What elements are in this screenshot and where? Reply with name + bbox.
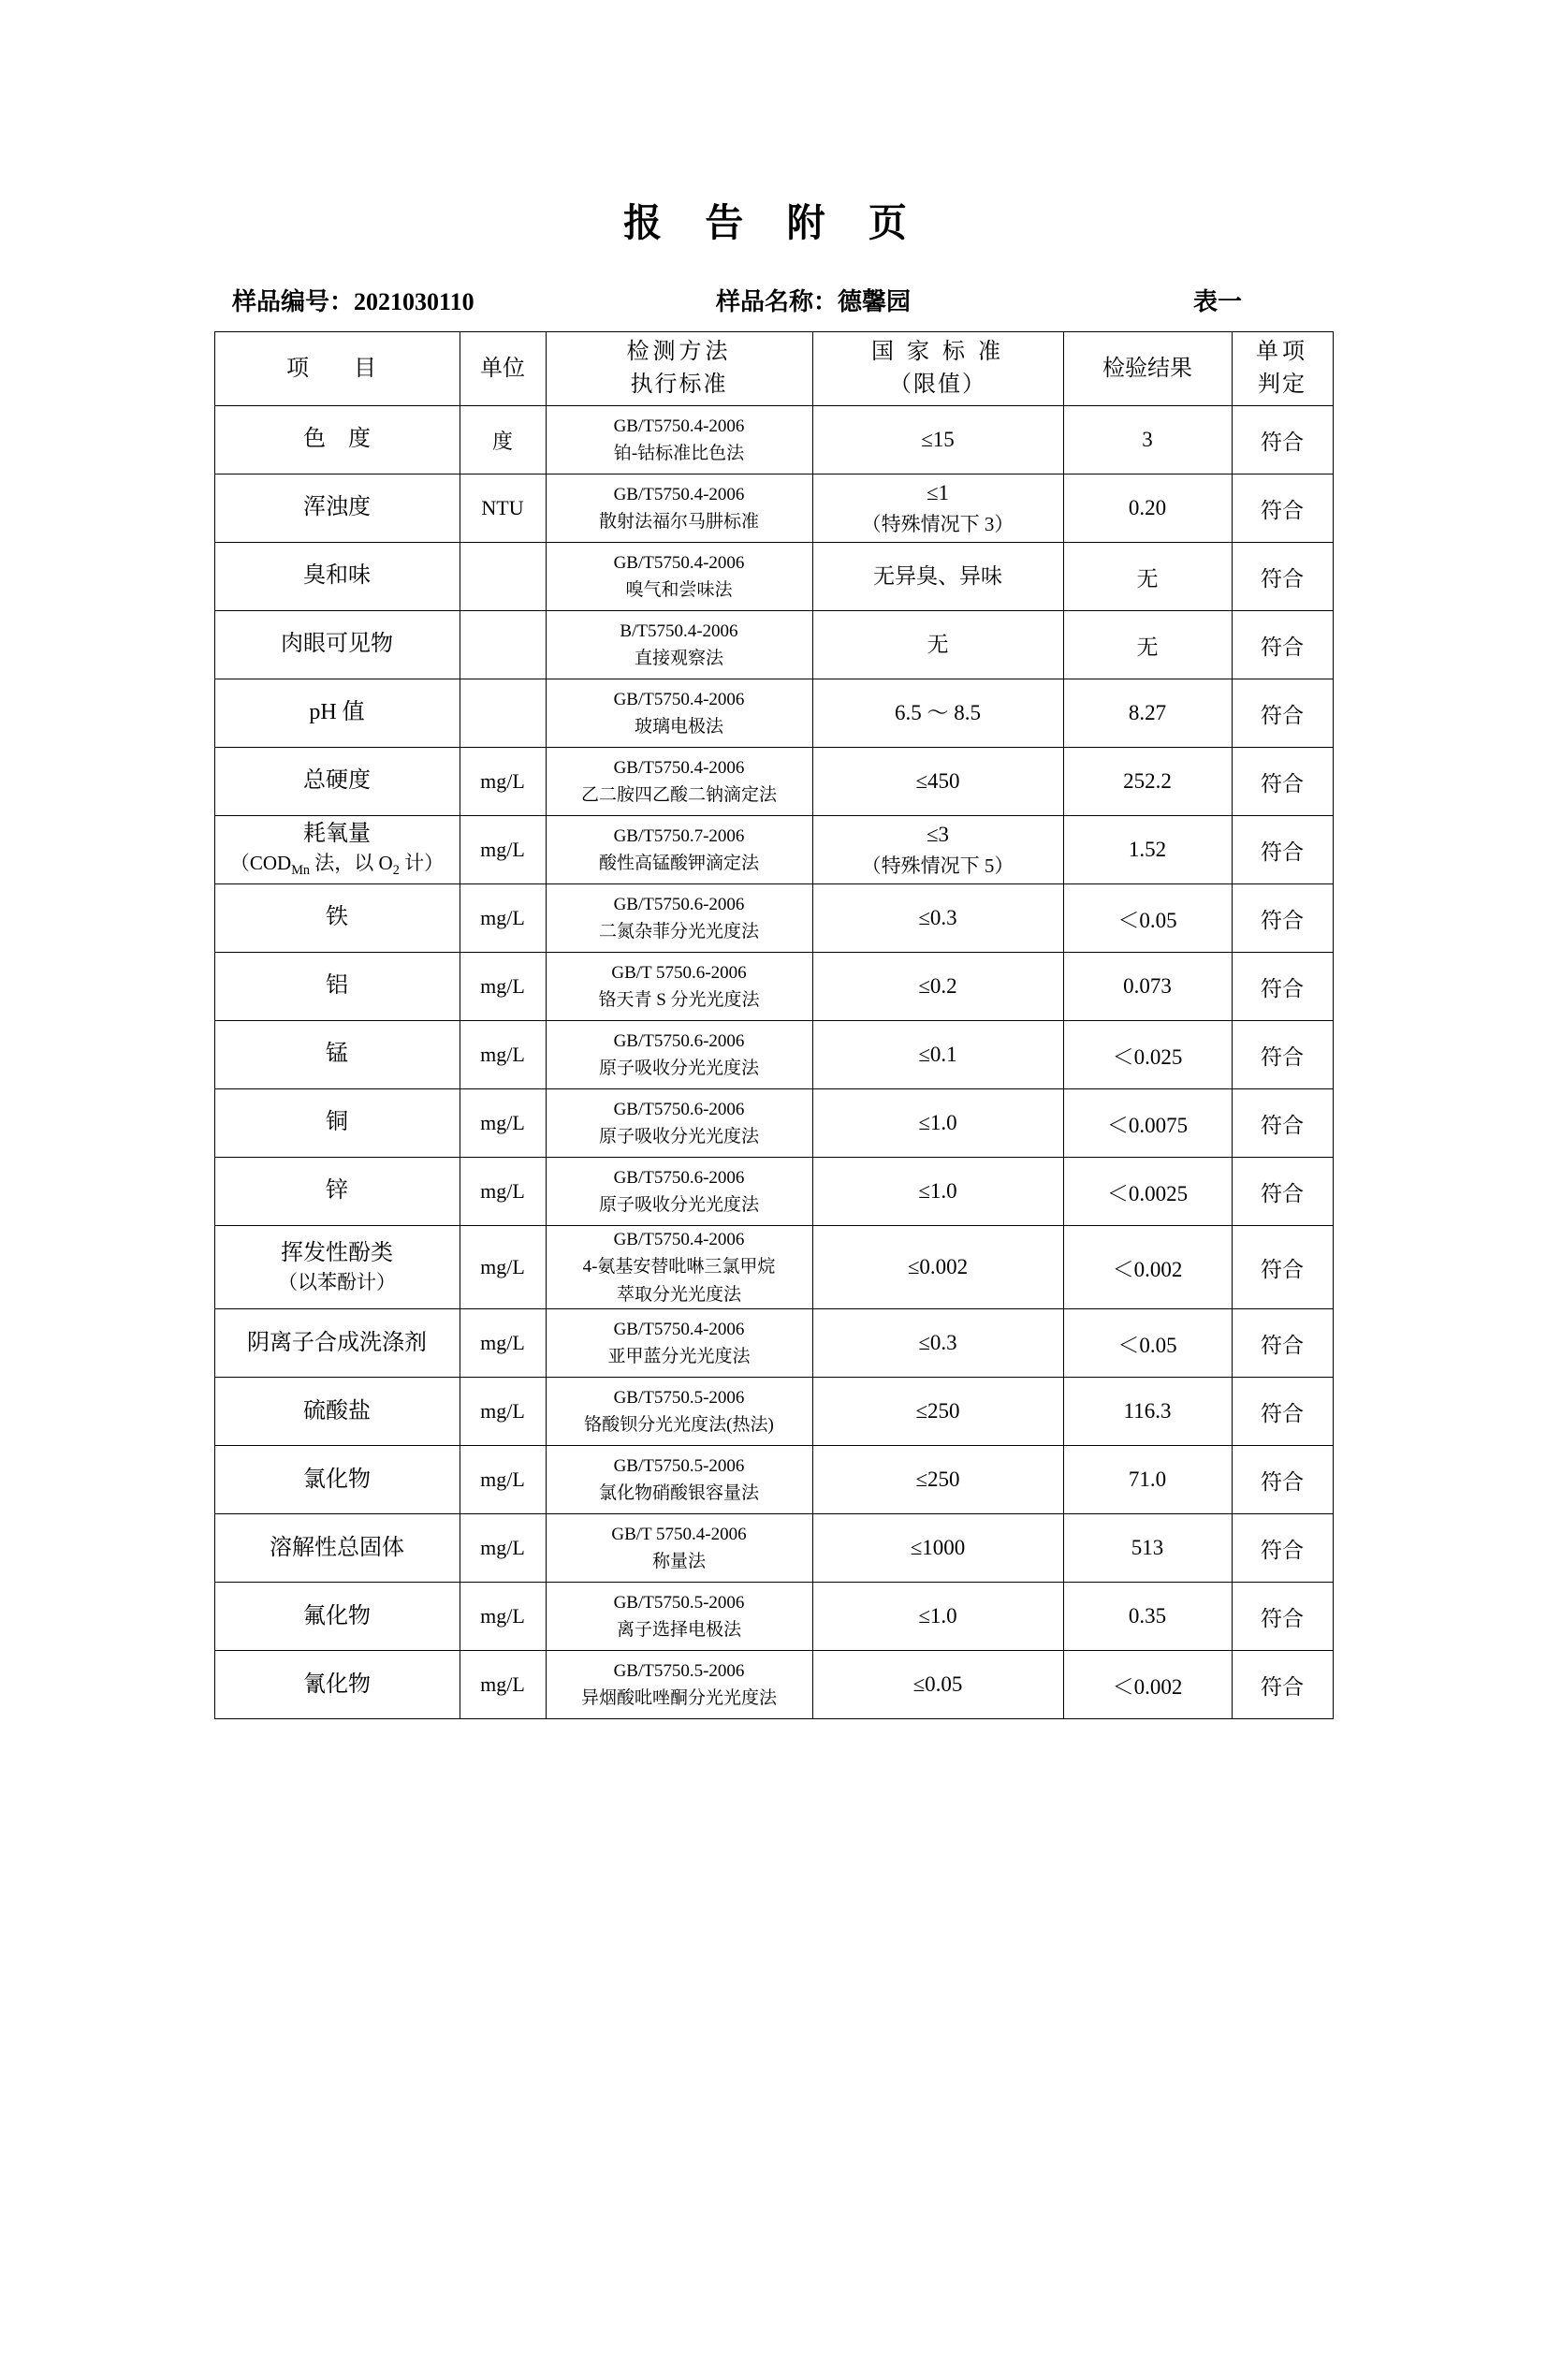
cell-unit: NTU [460,475,546,543]
table-row [214,1446,1333,1514]
table-row [214,1089,1333,1158]
table-row [214,1021,1333,1089]
header-judgement [1232,332,1333,406]
cell-method: GB/T5750.4-2006 玻璃电极法 [546,679,812,748]
cell-standard-limit: 无 [812,611,1063,679]
cell-method: GB/T5750.4-2006 乙二胺四乙酸二钠滴定法 [546,748,812,816]
cell-standard-limit: ≤0.1 [812,1021,1063,1089]
header-method [546,332,812,406]
table-row [214,953,1333,1021]
cell-result: 71.0 [1063,1446,1232,1514]
cell-item: 氰化物 [214,1651,460,1719]
cell-result: 0.073 [1063,953,1232,1021]
cell-item: 浑浊度 [214,475,460,543]
cell-judgement: 符合 [1232,953,1333,1021]
cell-judgement: 符合 [1232,748,1333,816]
table-label: 表一 [1193,288,1243,315]
cell-judgement: 符合 [1232,543,1333,611]
cell-judgement: 符合 [1232,611,1333,679]
cell-standard-limit: ≤250 [812,1446,1063,1514]
table-row [214,884,1333,953]
cell-unit: mg/L [460,1226,546,1309]
table-row [214,1158,1333,1226]
table-row [214,1651,1333,1719]
cell-method: GB/T5750.4-2006 铂-钴标准比色法 [546,406,812,475]
cell-result: 513 [1063,1514,1232,1583]
header-standard [812,332,1063,406]
cell-item: 氯化物 [214,1446,460,1514]
cell-unit: mg/L [460,1514,546,1583]
cell-result: ＜0.0075 [1063,1089,1232,1158]
cell-judgement: 符合 [1232,1514,1333,1583]
cell-method: GB/T5750.6-2006 原子吸收分光光度法 [546,1021,812,1089]
cell-result: 252.2 [1063,748,1232,816]
cell-standard-limit: ≤0.002 [812,1226,1063,1309]
cell-unit: mg/L [460,953,546,1021]
cell-method: GB/T5750.7-2006 酸性高锰酸钾滴定法 [546,816,812,884]
cell-result: ＜0.002 [1063,1651,1232,1719]
cell-judgement: 符合 [1232,406,1333,475]
table-row [214,543,1333,611]
header-standard-line2: （限值） [889,372,986,397]
cell-result: ＜0.05 [1063,1309,1232,1378]
cell-method: GB/T5750.4-2006 散射法福尔马肼标准 [546,475,812,543]
table-header-row [214,332,1333,406]
table-row [214,1514,1333,1583]
cell-result: ＜0.025 [1063,1021,1232,1089]
table-row [214,1226,1333,1309]
cell-item: 溶解性总固体 [214,1514,460,1583]
table-row [214,748,1333,816]
header-standard-line1: 国 家 标 准 [871,340,1004,365]
sample-name-label: 样品名称： [716,288,839,315]
cell-judgement: 符合 [1232,475,1333,543]
header-judgement-line1: 单项 [1256,340,1308,365]
cell-item: 挥发性酚类 （以苯酚计） [214,1226,460,1309]
cell-judgement: 符合 [1232,1089,1333,1158]
table-row [214,611,1333,679]
report-meta [0,283,1547,318]
cell-unit: mg/L [460,1309,546,1378]
cell-unit [460,543,546,611]
cell-item: 氟化物 [214,1583,460,1651]
cell-item: 铝 [214,953,460,1021]
cell-judgement: 符合 [1232,1583,1333,1651]
cell-standard-limit: ≤1 （特殊情况下 3） [812,475,1063,543]
cell-judgement: 符合 [1232,1378,1333,1446]
cell-method: GB/T5750.5-2006 异烟酸吡唑酮分光光度法 [546,1651,812,1719]
sample-name [716,283,911,317]
cell-result: 0.20 [1063,475,1232,543]
cell-judgement: 符合 [1232,816,1333,884]
cell-unit [460,611,546,679]
header-method-line2: 执行标准 [630,372,728,397]
cell-result: 无 [1063,611,1232,679]
cell-unit: mg/L [460,1583,546,1651]
cell-standard-limit: ≤0.3 [812,884,1063,953]
cell-result: 8.27 [1063,679,1232,748]
cell-unit [460,679,546,748]
header-method-line1: 检测方法 [626,340,732,365]
cell-result: ＜0.0025 [1063,1158,1232,1226]
cell-unit: mg/L [460,884,546,953]
cell-judgement: 符合 [1232,679,1333,748]
cell-standard-limit: 无异臭、异味 [812,543,1063,611]
report-page [0,192,1547,2380]
cell-method: GB/T5750.5-2006 铬酸钡分光光度法(热法) [546,1378,812,1446]
cell-judgement: 符合 [1232,884,1333,953]
cell-item: 锰 [214,1021,460,1089]
cell-method: GB/T5750.6-2006 原子吸收分光光度法 [546,1158,812,1226]
cell-item: 臭和味 [214,543,460,611]
cell-judgement: 符合 [1232,1021,1333,1089]
header-item: 项 目 [214,332,460,406]
cell-method: GB/T5750.4-2006 亚甲蓝分光光度法 [546,1309,812,1378]
table-row [214,679,1333,748]
cell-judgement: 符合 [1232,1226,1333,1309]
cell-item: 锌 [214,1158,460,1226]
cell-judgement: 符合 [1232,1158,1333,1226]
cell-standard-limit: ≤450 [812,748,1063,816]
page-title: 报 告 附 页 [623,201,924,244]
cell-result: ＜0.002 [1063,1226,1232,1309]
cell-item: 硫酸盐 [214,1378,460,1446]
sample-number-label: 样品编号： [232,288,355,315]
cell-standard-limit: ≤15 [812,406,1063,475]
cell-item: 铜 [214,1089,460,1158]
cell-standard-limit: ≤250 [812,1378,1063,1446]
sample-number-value: 2021030110 [354,288,474,315]
cell-judgement: 符合 [1232,1446,1333,1514]
cell-unit: mg/L [460,1158,546,1226]
cell-item: pH 值 [214,679,460,748]
cell-standard-limit: ≤1.0 [812,1089,1063,1158]
cell-standard-limit: ≤3 （特殊情况下 5） [812,816,1063,884]
cell-result: ＜0.05 [1063,884,1232,953]
cell-result: 0.35 [1063,1583,1232,1651]
cell-unit: mg/L [460,1651,546,1719]
sample-name-value: 德馨园 [838,288,912,315]
table-row [214,475,1333,543]
cell-item: 色 度 [214,406,460,475]
cell-result: 3 [1063,406,1232,475]
table-row [214,816,1333,884]
cell-item: 阴离子合成洗涤剂 [214,1309,460,1378]
header-result: 检验结果 [1063,332,1232,406]
cell-unit: mg/L [460,748,546,816]
cell-method: GB/T 5750.4-2006 称量法 [546,1514,812,1583]
cell-judgement: 符合 [1232,1309,1333,1378]
cell-unit: 度 [460,406,546,475]
cell-result: 116.3 [1063,1378,1232,1446]
table-row [214,406,1333,475]
cell-standard-limit: ≤1.0 [812,1158,1063,1226]
table-row [214,1583,1333,1651]
sample-number [232,283,474,317]
cell-method: GB/T5750.4-2006 嗅气和尝味法 [546,543,812,611]
cell-method: B/T5750.4-2006 直接观察法 [546,611,812,679]
cell-standard-limit: ≤1000 [812,1514,1063,1583]
table-row [214,1309,1333,1378]
results-table [214,331,1334,1719]
cell-standard-limit: ≤0.3 [812,1309,1063,1378]
cell-unit: mg/L [460,1446,546,1514]
cell-method: GB/T 5750.6-2006 铬天青 S 分光光度法 [546,953,812,1021]
header-judgement-line2: 判定 [1258,372,1306,397]
table-row [214,1378,1333,1446]
cell-item: 肉眼可见物 [214,611,460,679]
cell-unit: mg/L [460,1089,546,1158]
cell-method: GB/T5750.4-2006 4-氨基安替吡啉三氯甲烷 萃取分光光度法 [546,1226,812,1309]
cell-item: 铁 [214,884,460,953]
cell-item: 总硬度 [214,748,460,816]
cell-unit: mg/L [460,1378,546,1446]
cell-standard-limit: ≤0.2 [812,953,1063,1021]
cell-item: 耗氧量 （$COD_{Mn}$ 法，以 $O_2$ 计） [214,816,460,884]
cell-method: GB/T5750.5-2006 离子选择电极法 [546,1583,812,1651]
cell-result: 无 [1063,543,1232,611]
cell-unit: mg/L [460,1021,546,1089]
cell-method: GB/T5750.6-2006 二氮杂菲分光光度法 [546,884,812,953]
cell-judgement: 符合 [1232,1651,1333,1719]
cell-method: GB/T5750.6-2006 原子吸收分光光度法 [546,1089,812,1158]
cell-result: 1.52 [1063,816,1232,884]
cell-method: GB/T5750.5-2006 氯化物硝酸银容量法 [546,1446,812,1514]
header-unit: 单位 [460,332,546,406]
cell-unit: mg/L [460,816,546,884]
cell-standard-limit: 6.5 ～ 8.5 [812,679,1063,748]
cell-standard-limit: ≤1.0 [812,1583,1063,1651]
table-body [214,406,1333,1719]
cell-standard-limit: ≤0.05 [812,1651,1063,1719]
